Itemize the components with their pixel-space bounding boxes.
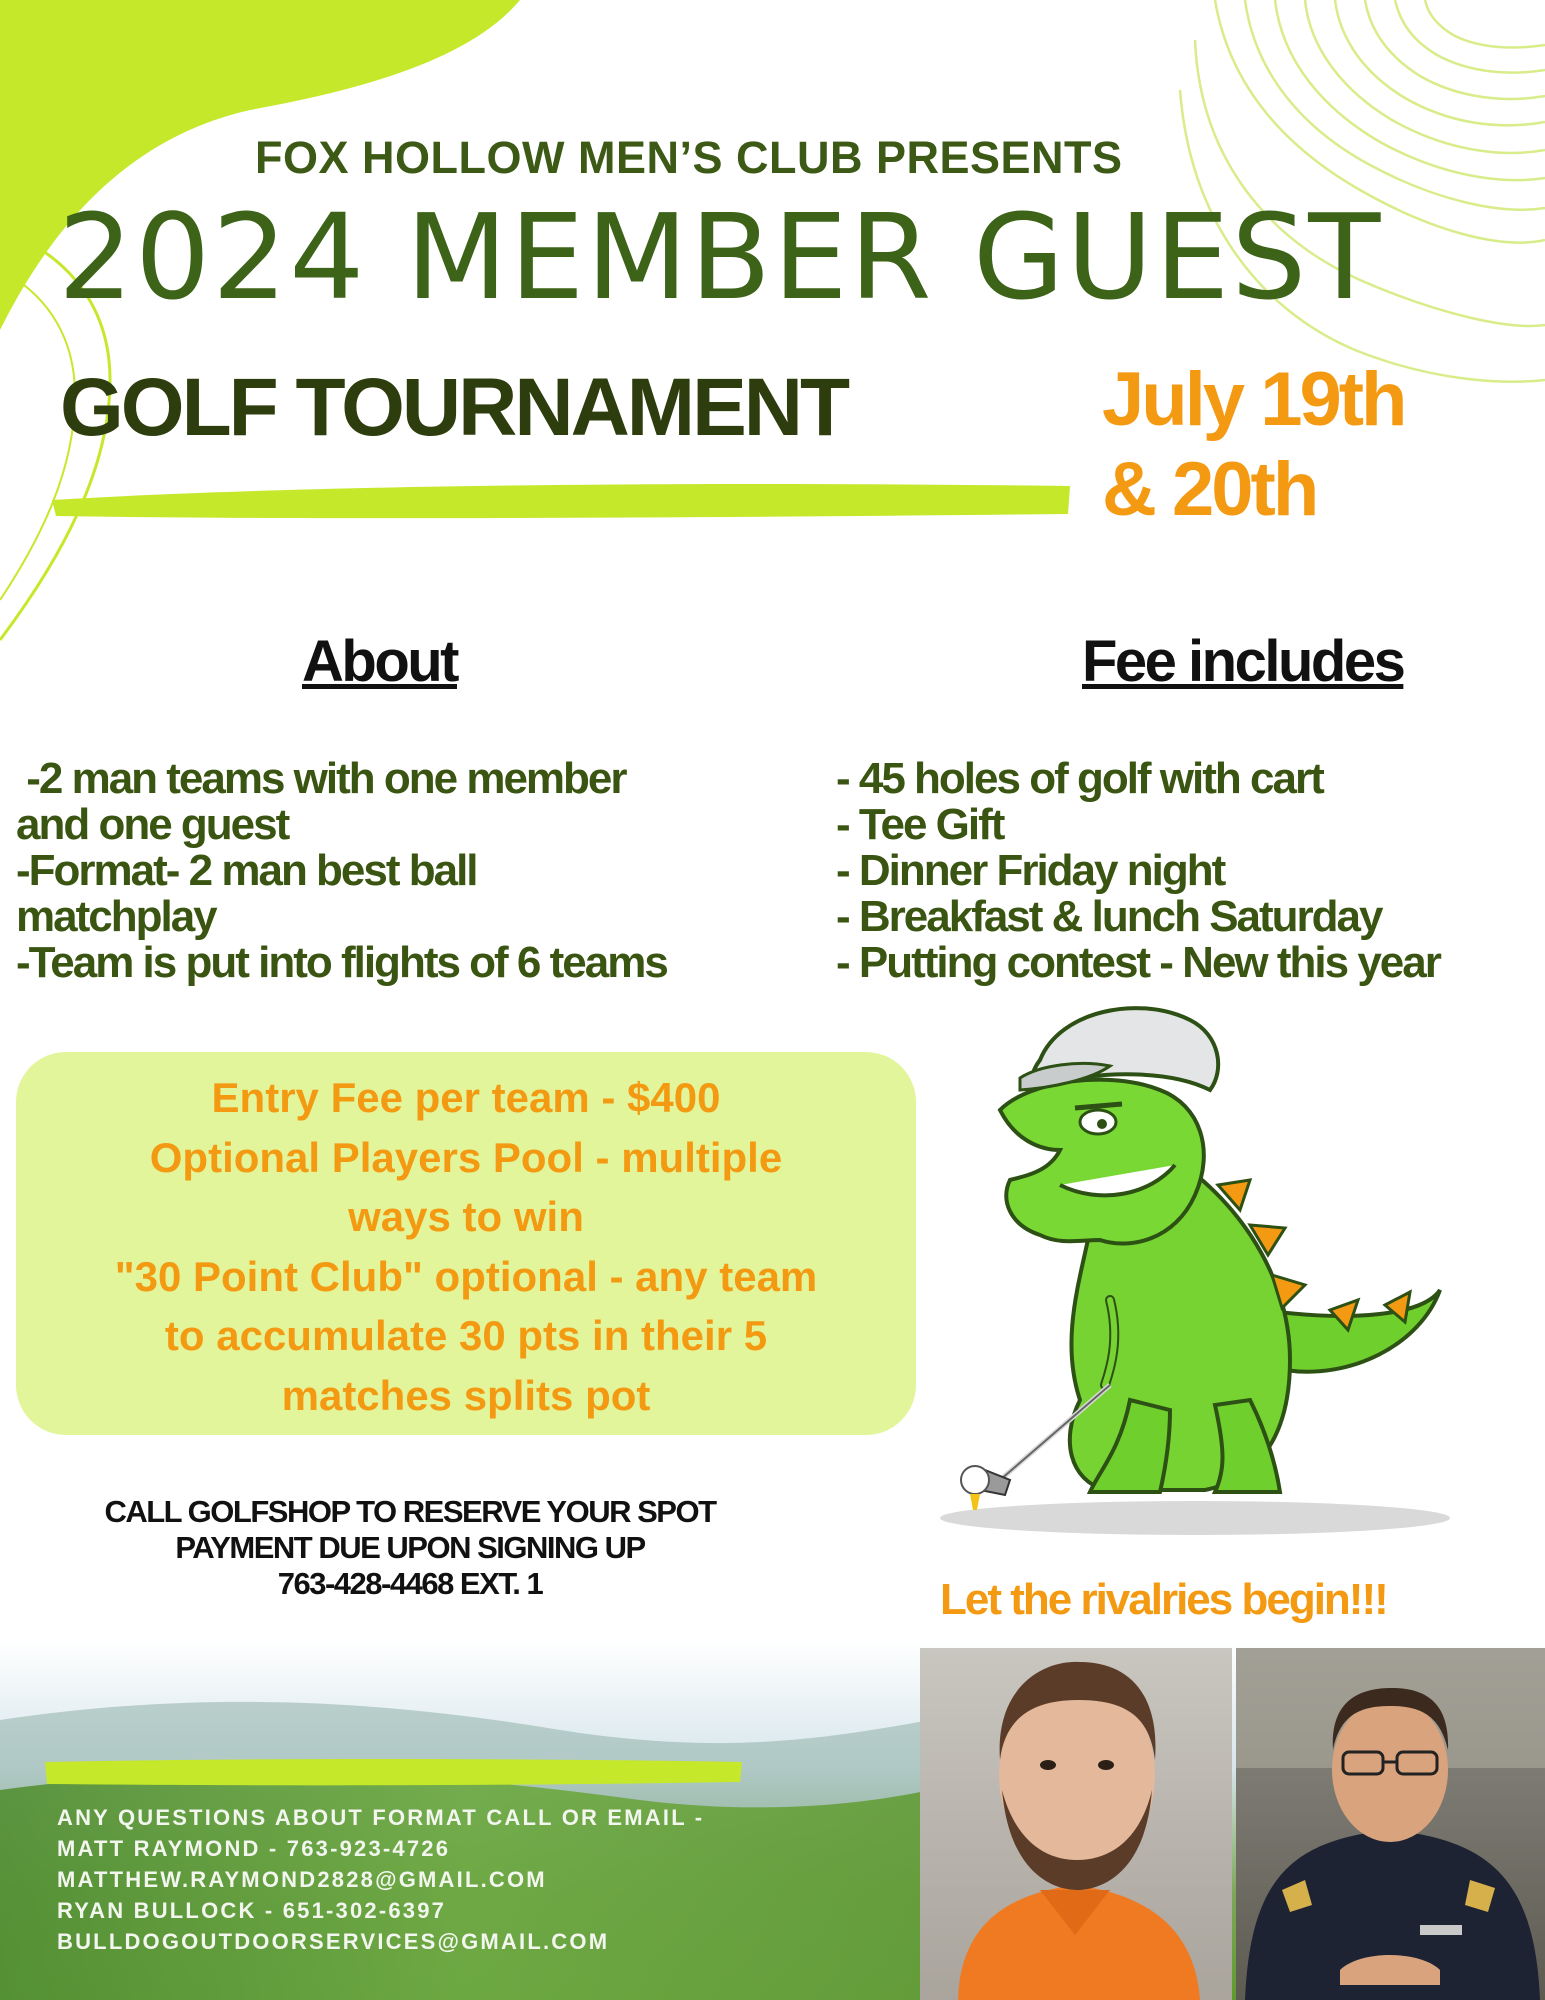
entry-line: "30 Point Club" optional - any team — [114, 1252, 818, 1300]
entry-line: matches splits pot — [281, 1371, 651, 1419]
list-item: - Tee Gift — [836, 800, 1004, 849]
presents-line: FOX HOLLOW MEN’S CLUB PRESENTS — [255, 132, 1123, 183]
list-item: - Dinner Friday night — [836, 846, 1225, 895]
entry-line: ways to win — [348, 1193, 584, 1240]
list-item: -Format- 2 man best ball — [16, 846, 477, 895]
event-date-line2: & 20th — [1102, 446, 1317, 532]
entry-line: Entry Fee per team - $400 — [211, 1074, 721, 1121]
contact-email: MATTHEW.RAYMOND2828@GMAIL.COM — [57, 1867, 547, 1892]
tagline: Let the rivalries begin!!! — [940, 1575, 1387, 1624]
list-item: - 45 holes of golf with cart — [836, 754, 1323, 803]
fee-list — [836, 756, 1440, 986]
reserve-info — [30, 1494, 790, 1602]
photo-right-icon — [1236, 1648, 1545, 2000]
contact-line: RYAN BULLOCK - 651-302-6397 — [57, 1898, 447, 1923]
list-item: -2 man teams with one member — [16, 754, 626, 803]
entry-line: to accumulate 30 pts in their 5 — [164, 1312, 768, 1359]
entry-line: Optional Players Pool - multiple — [149, 1133, 783, 1181]
about-list — [16, 756, 667, 986]
list-item: - Putting contest - New this year — [836, 938, 1440, 987]
contact-info — [57, 1802, 704, 1957]
brush-stroke — [52, 484, 1070, 518]
reserve-line: CALL GOLFSHOP TO RESERVE YOUR SPOT — [104, 1494, 716, 1529]
contact-line: ANY QUESTIONS ABOUT FORMAT CALL OR EMAIL - — [57, 1805, 705, 1830]
list-item: and one guest — [16, 800, 289, 849]
list-item: matchplay — [16, 892, 216, 941]
fee-heading: Fee includes — [1082, 629, 1404, 694]
payment-line: PAYMENT DUE UPON SIGNING UP — [175, 1530, 645, 1565]
dinosaur-mascot-icon — [940, 1008, 1450, 1535]
contact-email: BULLDOGOUTDOORSERVICES@GMAIL.COM — [57, 1929, 610, 1954]
about-heading: About — [302, 629, 457, 694]
list-item: - Breakfast & lunch Saturday — [836, 892, 1382, 941]
event-date-line1: July 19th — [1102, 357, 1405, 442]
photo-left-icon — [920, 1648, 1232, 2000]
phone-number: 763-428-4468 EXT. 1 — [277, 1566, 543, 1601]
brush-stroke-bottom — [45, 1759, 742, 1785]
page-subtitle: GOLF TOURNAMENT — [60, 362, 848, 453]
event-date — [1102, 355, 1404, 534]
entry-fee-text — [40, 1068, 892, 1425]
page-title: 2024 MEMBER GUEST — [58, 188, 1383, 326]
contact-line: MATT RAYMOND - 763-923-4726 — [57, 1836, 451, 1861]
list-item: -Team is put into flights of 6 teams — [16, 938, 667, 987]
